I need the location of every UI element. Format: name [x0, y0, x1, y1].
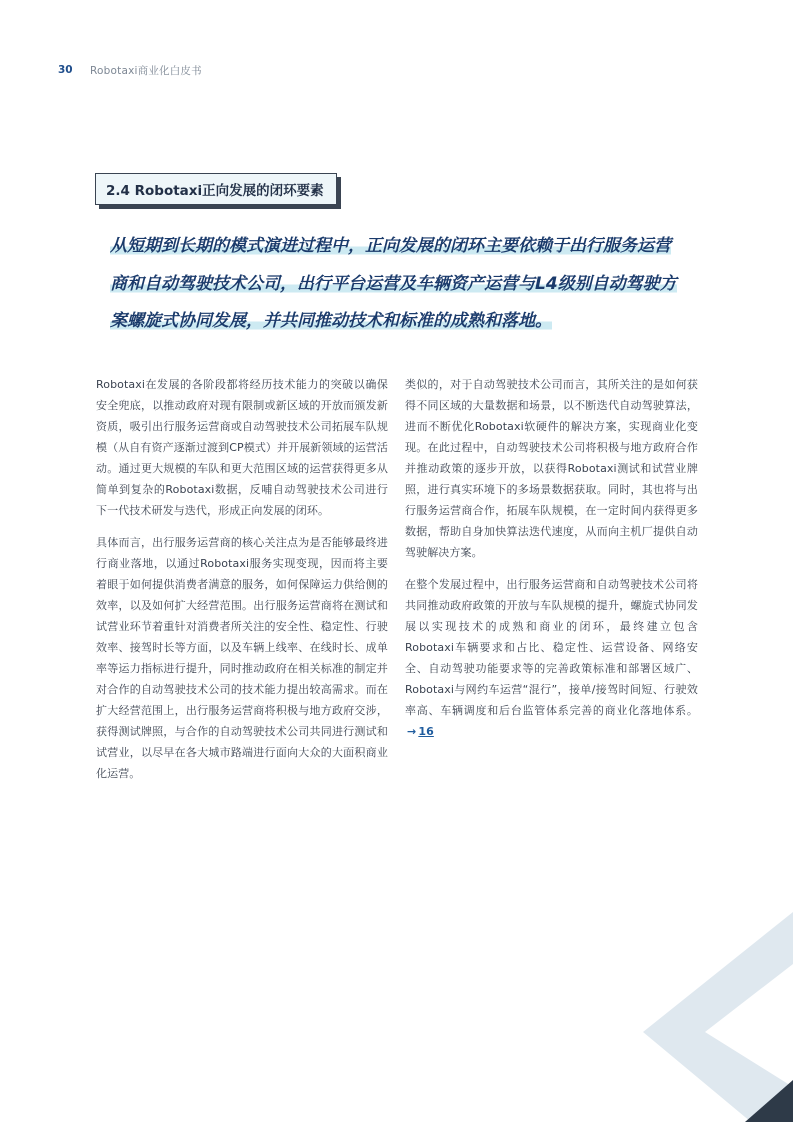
decorative-chevron-graphic [633, 882, 793, 1122]
body-column-right [405, 374, 698, 753]
section-heading: 2.4 Robotaxi正向发展的闭环要素 [95, 173, 337, 205]
body-paragraph: Robotaxi在发展的各阶段都将经历技术能力的突破以确保安全兜底，以推动政府对现有限制或新区域的开放而颁发新资质，吸引出行服务运营商或自动驾驶技术公司拓展车队规模（从自有资产逐渐过渡到CP模式）并开展新领域的运营活动。通过更大规模的车队和更大范围区域的运营获得更多从简单到复杂的Robotaxi数据，反哺自动驾驶技术公司进行下一代技术研发与迭代，形成正向发展的闭环。 [96, 378, 389, 517]
body-column-left [96, 374, 388, 795]
body-paragraph-text: 在整个发展过程中，出行服务运营商和自动驾驶技术公司将共同推动政府政策的开放与车队规模的提升，螺旋式协同发展以实现技术的成熟和商业的闭环，最终建立包含Robotaxi车辆要求和占比、稳定性、运营设备、网络安全、自动驾驶功能要求等的完善政策标准和部署区域广、Robotaxi与网约车运营“混行”，接单/接驾时间短、行驶效率高、车辆调度和后台监管体系完善的商业化落地体系。 [405, 578, 698, 717]
chevron-light-shape [643, 912, 793, 1122]
arrow-right-icon: → [407, 725, 417, 738]
reference-link[interactable] [405, 725, 434, 738]
highlight-quote-text: 从短期到长期的模式演进过程中，正向发展的闭环主要依赖于出行服务运营商和自动驾驶技术公司，出行平台运营及车辆资产运营与L4级别自动驾驶方案螺旋式协同发展，并共同推动技术和标准的成熟和落地。 [110, 236, 677, 331]
body-paragraph: 具体而言，出行服务运营商的核心关注点为是否能够最终进行商业落地，以通过Robotaxi服务实现变现，因而将主要着眼于如何提供消费者满意的服务，如何保障运力供给侧的效率，以及如何扩大经营范围。出行服务运营商将在测试和试营业环节着重针对消费者所关注的安全性、稳定性、行驶效率、接驾时长等方面，以及车辆上线率、在线时长、成单率等运力指标进行提升，同时推动政府在相关标准的制定并对合作的自动驾驶技术公司的技术能力提出较高需求。而在扩大经营范围上，出行服务运营商将积极与地方政府交涉，获得测试牌照，与合作的自动驾驶技术公司共同进行测试和试营业，以尽早在各大城市路端进行面向大众的大面积商业化运营。 [96, 536, 388, 780]
page-header [58, 62, 202, 78]
page-number: 30 [58, 64, 73, 76]
highlight-quote [110, 228, 685, 341]
running-title: Robotaxi商业化白皮书 [90, 64, 202, 77]
body-paragraph: 类似的，对于自动驾驶技术公司而言，其所关注的是如何获得不同区域的大量数据和场景，以不断迭代自动驾驶算法，进而不断优化Robotaxi软硬件的解决方案，实现商业化变现。在此过程中，自动驾驶技术公司将积极与地方政府合作并推动政策的逐步开放，以获得Robotaxi测试和试营业牌照，进行真实环境下的多场景数据获取。同时，其也将与出行服务运营商合作，拓展车队规模，在一定时间内获得更多数据，帮助自身加快算法迭代速度，从而向主机厂提供自动驾驶解决方案。 [405, 378, 698, 559]
reference-number: 16 [418, 725, 434, 738]
body-paragraph-with-reference [405, 574, 698, 742]
